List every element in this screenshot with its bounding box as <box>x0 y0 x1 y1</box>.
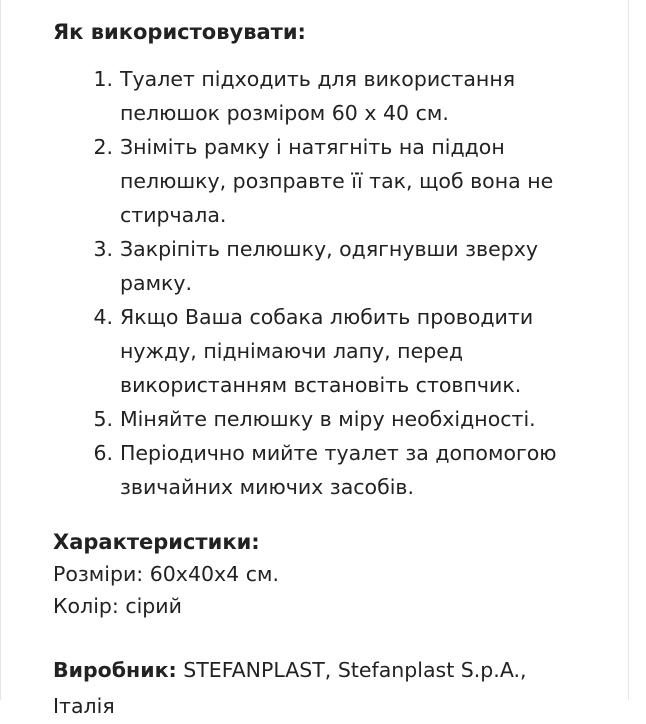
list-item <box>53 300 623 402</box>
step-number: 1. <box>93 67 113 91</box>
list-item <box>53 402 623 436</box>
usage-heading: Як використовувати: <box>53 20 306 44</box>
manufacturer-line <box>53 652 573 724</box>
spec-size: Розміри: 60х40х4 см. <box>53 562 279 586</box>
frame-edge-left <box>0 0 1 700</box>
specs-heading: Характеристики: <box>53 530 260 554</box>
step-text: Періодично мийте туалет за допомогою звичайних миючих засобів. <box>120 441 557 499</box>
product-description <box>53 16 623 724</box>
step-text: Зніміть рамку і натягніть на піддон пелюшку, розправте її так, щоб вона не стирчала. <box>120 135 554 227</box>
step-text: Міняйте пелюшку в міру необхідності. <box>120 407 536 431</box>
frame-edge-right <box>628 0 629 700</box>
step-number: 5. <box>93 407 113 431</box>
list-item <box>53 232 623 300</box>
manufacturer-value: STEFANPLAST, Stefanplast S.p.A., Італія <box>53 658 527 718</box>
step-number: 6. <box>93 441 113 465</box>
step-number: 3. <box>93 237 113 261</box>
step-number: 4. <box>93 305 113 329</box>
list-item <box>53 436 623 504</box>
step-number: 2. <box>93 135 113 159</box>
step-text: Якщо Ваша собака любить проводити нужду, піднімаючи лапу, перед використанням встановіть стовпчик. <box>120 305 534 397</box>
step-text: Закріпіть пелюшку, одягнувши зверху рамку. <box>120 237 539 295</box>
usage-steps-list <box>53 62 623 504</box>
spec-color: Колір: сірий <box>53 594 182 618</box>
manufacturer-label: Виробник: <box>53 658 177 682</box>
list-item <box>53 130 623 232</box>
list-item <box>53 62 623 130</box>
step-text: Туалет підходить для використання пелюшок розміром 60 х 40 см. <box>120 67 516 125</box>
